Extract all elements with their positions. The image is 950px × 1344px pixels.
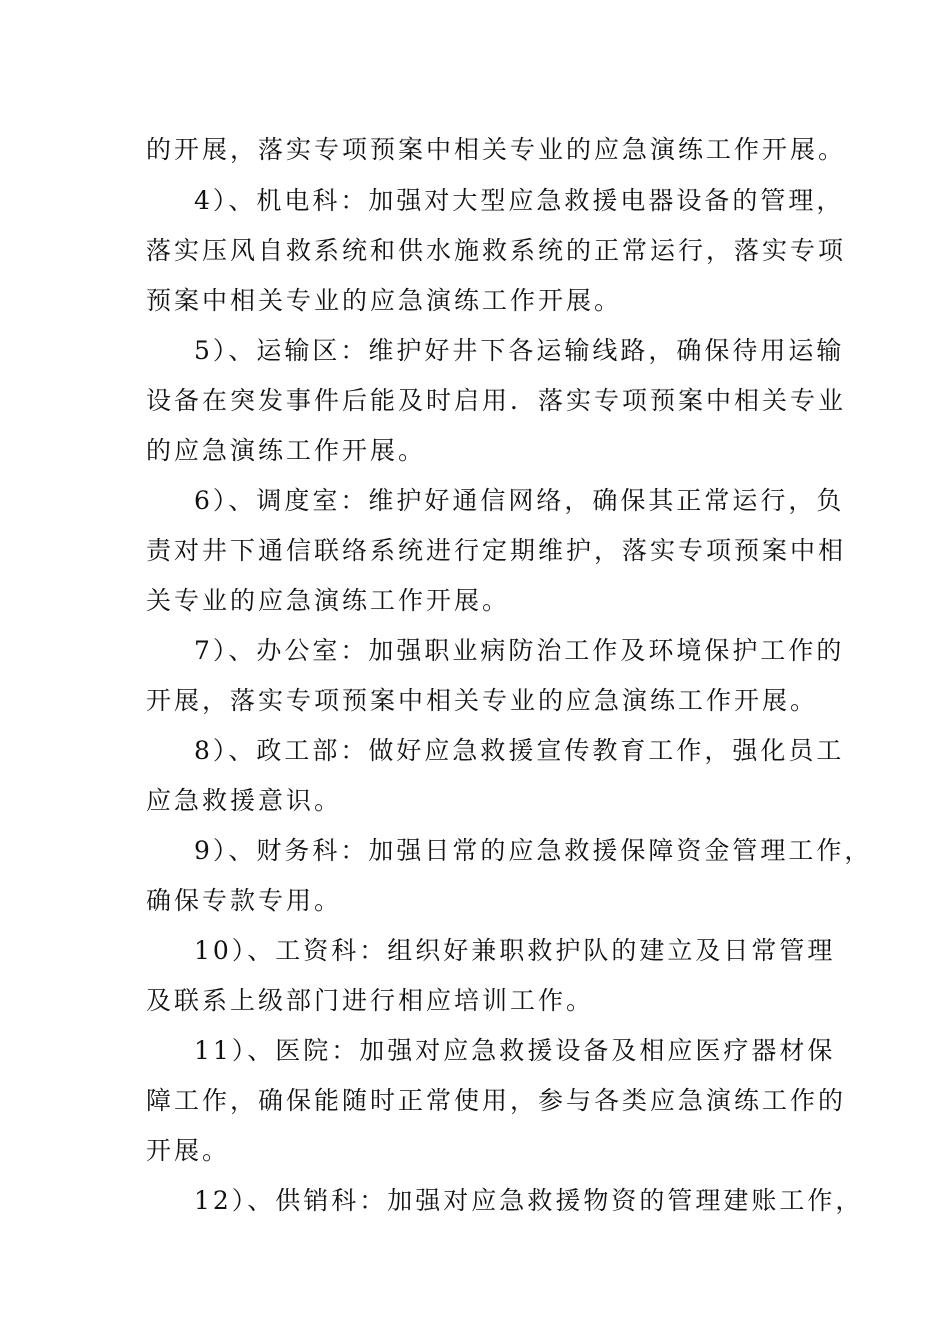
paragraph-line: 障工作，确保能随时正常使用，参与各类应急演练工作的 — [146, 1086, 847, 1115]
paragraph-line: 应急救援意识。 — [146, 786, 343, 815]
paragraph-line: 及联系上级部门进行相应培训工作。 — [146, 986, 595, 1015]
paragraph-line: 12）、供销科：加强对应急救援物资的管理建账工作， — [194, 1186, 864, 1215]
paragraph-line: 开展，落实专项预案中相关专业的应急演练工作开展。 — [146, 686, 819, 715]
paragraph-line: 11）、医院：加强对应急救援设备及相应医疗器材保 — [194, 1036, 836, 1065]
paragraph-line: 10）、工资科：组织好兼职救护队的建立及日常管理 — [194, 936, 836, 965]
paragraph-line: 确保专款专用。 — [146, 886, 343, 915]
paragraph-line: 9）、财务科：加强日常的应急救援保障资金管理工作， — [194, 836, 873, 865]
paragraph-line: 7）、办公室：加强职业病防治工作及环境保护工作的 — [194, 636, 845, 665]
paragraph-line: 设备在突发事件后能及时启用．落实专项预案中相关专业 — [146, 386, 847, 415]
paragraph-line: 的应急演练工作开展。 — [146, 436, 427, 465]
paragraph-line: 关专业的应急演练工作开展。 — [146, 586, 511, 615]
paragraph-line: 8）、政工部：做好应急救援宣传教育工作，强化员工 — [194, 736, 845, 765]
paragraph-line: 4）、机电科：加强对大型应急救援电器设备的管理， — [194, 186, 845, 215]
paragraph-line: 的开展，落实专项预案中相关专业的应急演练工作开展。 — [146, 135, 847, 164]
paragraph-line: 预案中相关专业的应急演练工作开展。 — [146, 286, 623, 315]
paragraph-line: 6）、调度室：维护好通信网络，确保其正常运行，负 — [194, 486, 845, 515]
paragraph-line: 责对井下通信联络系统进行定期维护，落实专项预案中相 — [146, 536, 847, 565]
paragraph-line: 落实压风自救系统和供水施救系统的正常运行，落实专项 — [146, 236, 847, 265]
paragraph-line: 开展。 — [146, 1136, 231, 1165]
paragraph-line: 5）、运输区：维护好井下各运输线路，确保待用运输 — [194, 336, 845, 365]
